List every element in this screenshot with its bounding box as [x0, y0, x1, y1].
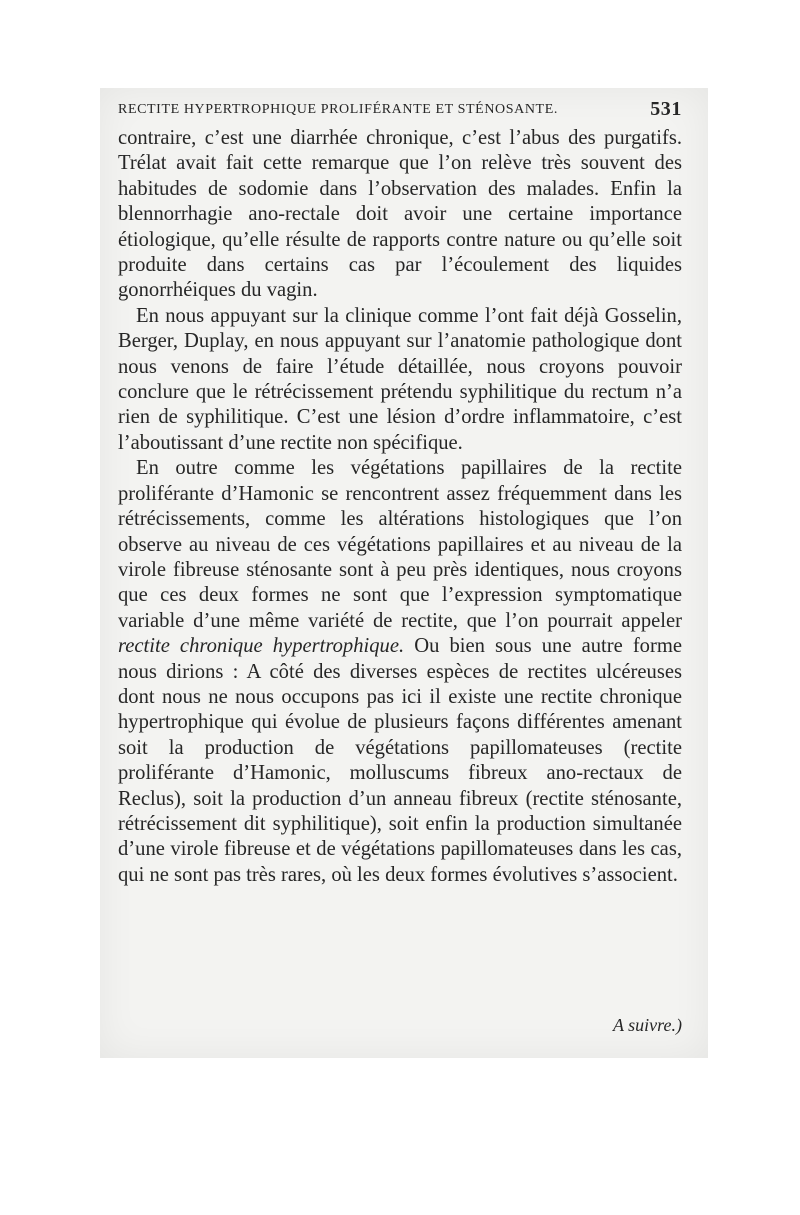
italic-term: rectite chronique hypertrophique.	[118, 635, 405, 658]
body-text	[118, 126, 682, 888]
running-header	[118, 100, 682, 124]
paragraph-3	[118, 456, 682, 888]
running-title: RECTITE HYPERTROPHIQUE PROLIFÉRANTE ET STÉNOSANTE.	[118, 102, 558, 117]
paragraph-3-part-2: Ou bien sous une autre forme nous dirions : A côté des diverses espèces de rectites ulcéreuses dont nous ne nous occupons pas ici il existe une rectite chronique hypertrophique qui évolue de plusieurs façons différentes amenant soit la production de végétations papillomateuses (rectite proliférante d’Hamonic, molluscums fibreux ano-rectaux de Reclus), soit la production d’un anneau fibreux (rectite sténosante, rétrécissement dit syphilitique), soit enfin la production simultanée d’une virole fibreuse et de végétations papillomateuses dans les cas, qui ne sont pas très rares, où les deux formes évolutives s’associent.	[118, 635, 682, 886]
paragraph-2: En nous appuyant sur la clinique comme l’ont fait déjà Gosselin, Berger, Duplay, en nous appuyant sur l’anatomie pathologique dont nous venons de faire l’étude détaillée, nous croyons pouvoir conclure que le rétrécissement prétendu syphilitique du rectum n’a rien de syphilitique. C’est une lésion d’ordre inflammatoire, c’est l’aboutissant d’une rectite non spécifique.	[118, 304, 682, 454]
page-number: 531	[650, 98, 682, 120]
to-be-continued: A suivre.)	[613, 1015, 682, 1035]
paragraph-1: contraire, c’est une diarrhée chronique, c’est l’abus des purgatifs. Trélat avait fait cette remarque que l’on relève très souvent des habitudes de sodomie dans l’observation des malades. Enfin la blennorrhagie ano-rectale doit avoir une certaine importance étiologique, qu’elle résulte de rapports contre nature ou qu’elle soit produite dans certains cas par l’écoulement des liquides gonorrhéiques du vagin.	[118, 127, 682, 302]
paragraph-3-part-1: En outre comme les végétations papillaires de la rectite proliférante d’Hamonic se rencontrent assez fréquemment dans les rétrécissements, comme les altérations histologiques que l’on observe au niveau de ces végétations papillaires et au niveau de la virole fibreuse sténosante sont à peu près identiques, nous croyons que ces deux formes ne sont que l’expression symptomatique variable d’une même variété de rectite, que l’on pourrait appeler	[118, 457, 682, 632]
